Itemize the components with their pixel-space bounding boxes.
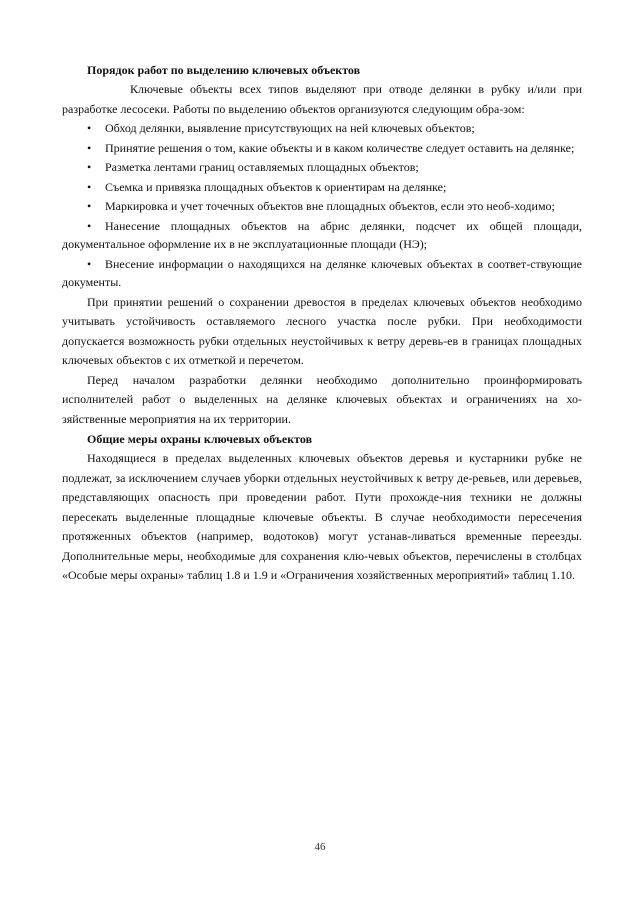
bullet-icon	[87, 255, 105, 274]
intro-paragraph: Ключевые объекты всех типов выделяют при отводе делянки в рубку и/или при разработке лесосеки. Работы по выделению объектов организуются следующим обра-зом:	[62, 82, 582, 116]
bullet-icon	[87, 178, 105, 197]
bullet-icon	[87, 158, 105, 177]
bullet-icon	[87, 119, 105, 138]
bullet-icon	[87, 139, 105, 158]
list-item: •Внесение информации о находящихся на делянке ключевых объектах в соответ-ствующие документы.	[62, 255, 582, 292]
list-item: •Съемка и привязка площадных объектов к ориентирам на делянке;	[62, 178, 582, 197]
section-heading-order-of-work: Порядок работ по выделению ключевых объектов	[87, 63, 361, 77]
list-item: •Обход делянки, выявление присутствующих на ней ключевых объектов;	[62, 119, 582, 138]
list-item: •Маркировка и учет точечных объектов вне площадных объектов, если это необ-ходимо;	[62, 197, 582, 216]
protection-paragraph: Находящиеся в пределах выделенных ключевых объектов деревья и кустарники рубке не подлежат, за исключением случаев уборки отдельных неустойчивых к ветру де-ревьев, или деревьев, представляющих опасность при проведении работ. Пути прохожде-ния техники не должны пересекать выделенные площадные ключевые объекты. В случае необходимости пересечения протяженных объектов (например, водотоков) могут устанав-ливаться временные переезды. Дополнительные меры, необходимые для сохранения клю-чевых объектов, перечислены в столбцах «Особые меры охраны» таблиц 1.8 и 1.9 и «Ограничения хозяйственных мероприятий» таблиц 1.10.	[62, 451, 582, 582]
page-number: 46	[314, 841, 326, 853]
list-item: •Разметка лентами границ оставляемых площадных объектов;	[62, 158, 582, 177]
bullet-icon	[87, 217, 105, 236]
section-heading-protection-measures: Общие меры охраны ключевых объектов	[87, 432, 313, 446]
document-page	[62, 60, 582, 586]
briefing-paragraph: Перед началом разработки делянки необходимо дополнительно проинформировать исполнителей работ о выделенных на делянке ключевых объектах и ограничениях на хо-зяйственные мероприятия на их территории.	[62, 372, 582, 426]
steps-list	[62, 119, 582, 292]
decision-paragraph: При принятии решений о сохранении древостоя в пределах ключевых объектов необходимо учитывать устойчивость оставляемого лесного участка после рубки. При необходимости допускается возможность рубки отдельных неустойчивых к ветру деревь-ев в границах площадных ключевых объектов с их отметкой и перечетом.	[62, 294, 582, 367]
bullet-icon	[87, 197, 105, 216]
list-item: •Принятие решения о том, какие объекты и в каком количестве следует оставить на делянке;	[62, 139, 582, 158]
list-item: •Нанесение площадных объектов на абрис делянки, подсчет их общей площади, документальное оформление их в не эксплуатационные площади (НЭ);	[62, 217, 582, 254]
